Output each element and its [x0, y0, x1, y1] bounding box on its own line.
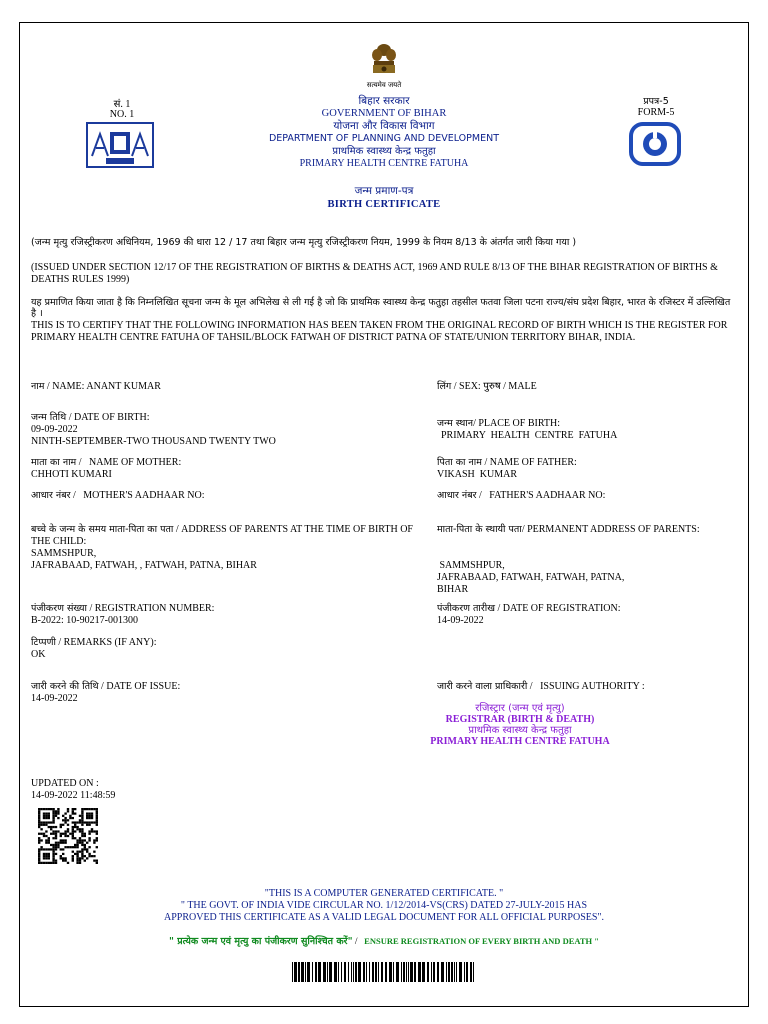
issued-under-hindi: (जन्म मृत्यु रजिस्ट्रीकरण अधिनियम, 1969 की धारा 12 / 17 तथा बिहार जन्म मृत्यु रजिस्ट्रीकरण नियम, 1999 के नियम 8/13 के अंतर्गत जारी किया गया ) — [31, 237, 577, 248]
certificate-border — [19, 22, 749, 1007]
pob-value: PRIMARY HEALTH CENTRE FATUHA — [441, 430, 618, 441]
address-perm-line2: JAFRABAAD, FATWAH, FATWAH, PATNA, — [437, 572, 625, 583]
national-emblem-icon — [364, 42, 404, 80]
slogan-sep: / — [352, 937, 360, 947]
reg-number-value: B-2022: 10-90217-001300 — [31, 615, 138, 626]
title-hindi: जन्म प्रमाण-पत्र — [354, 185, 414, 197]
remarks-row — [31, 637, 411, 649]
reg-number-hindi: पंजीकरण संख्या — [31, 603, 87, 614]
issued-under-english: (ISSUED UNDER SECTION 12/17 OF THE REGISTRATION OF BIRTHS & DEATHS ACT, 1969 AND RULE 8/13 OF THE BIHAR REGISTRATION OF BIRTHS & DEATHS RULES 1999) — [31, 262, 718, 285]
issue-date-label: / DATE OF ISSUE: — [98, 681, 181, 692]
qr-code-icon — [38, 808, 98, 864]
mother-aadhaar-label: / MOTHER'S AADHAAR NO: — [70, 490, 205, 501]
father-label: / NAME OF FATHER: — [481, 457, 577, 468]
office-hindi: प्राथमिक स्वास्थ्य केन्द्र फतुहा — [332, 146, 436, 157]
registrar-line4: PRIMARY HEALTH CENTRE FATUHA — [430, 736, 610, 747]
father-aadhaar-label: / FATHER'S AADHAAR NO: — [476, 490, 606, 501]
office-english: PRIMARY HEALTH CENTRE FATUHA — [299, 158, 469, 169]
state-english: GOVERNMENT OF BIHAR — [321, 108, 447, 119]
dept-hindi: योजना और विकास विभाग — [333, 120, 435, 132]
mother-value: CHHOTI KUMARI — [31, 469, 112, 480]
mother-hindi: माता का नाम — [31, 457, 77, 468]
footer-line3: APPROVED THIS CERTIFICATE AS A VALID LEGAL DOCUMENT FOR ALL OFFICIAL PURPOSES". — [163, 912, 605, 923]
authority-row — [437, 681, 737, 693]
pob-row — [437, 418, 737, 430]
pob-hindi: जन्म स्थान — [437, 418, 474, 429]
serial-english: NO. 1 — [109, 109, 135, 120]
mother-row — [31, 457, 411, 469]
address-perm-line3: BIHAR — [437, 584, 469, 595]
address-perm-line1: SAMMSHPUR, — [437, 560, 505, 571]
dob-value: 09-09-2022 — [31, 424, 78, 435]
address-birth-row — [31, 524, 431, 548]
reg-date-value: 14-09-2022 — [437, 615, 484, 626]
updated-value: 14-09-2022 11:48:59 — [31, 790, 116, 801]
remarks-hindi: टिप्पणी — [31, 637, 56, 648]
serial-hindi: सं. 1 — [113, 99, 131, 110]
barcode-icon — [292, 962, 476, 982]
reg-number-label: / REGISTRATION NUMBER: — [86, 603, 215, 614]
pob-label: / PLACE OF BIRTH: — [473, 418, 561, 429]
name-hindi: नाम — [31, 381, 45, 392]
sex-label: / SEX: पुरुष / MALE — [451, 381, 537, 392]
reg-date-label: / DATE OF REGISTRATION: — [494, 603, 621, 614]
crs-logo-icon — [628, 122, 682, 166]
reg-date-hindi: पंजीकरण तारीख — [437, 603, 495, 614]
father-value: VIKASH KUMAR — [437, 469, 518, 480]
dob-label: / DATE OF BIRTH: — [66, 412, 150, 423]
name-label: / NAME: ANANT KUMAR — [44, 381, 161, 392]
certify-hindi: यह प्रमाणित किया जाता है कि निम्नलिखित सूचना जन्म के मूल अभिलेख से ली गई है जो कि प्राथमिक स्वास्थ्य केन्द्र फतुहा तहसील फतवा जिला पटना राज्य/संघ प्रदेश बिहार, भारत के रजिस्टर में उल्लिखित है । — [31, 297, 731, 319]
dob-words: NINTH-SEPTEMBER-TWO THOUSAND TWENTY TWO — [31, 436, 276, 447]
address-birth-line2: JAFRABAAD, FATWAH, , FATWAH, PATNA, BIHAR — [31, 560, 257, 571]
address-perm-hindi: माता-पिता के स्थायी पता — [437, 524, 522, 535]
issue-date-row — [31, 681, 411, 693]
registrar-line2: REGISTRAR (BIRTH & DEATH) — [445, 714, 595, 725]
bihar-logo-icon — [86, 122, 154, 168]
registrar-line3: प्राथमिक स्वास्थ्य केन्द्र फतुहा — [468, 725, 572, 736]
mother-aadhaar-row — [31, 490, 411, 502]
issue-date-hindi: जारी करने की तिथि — [31, 681, 99, 692]
footer-line2: " THE GOVT. OF INDIA VIDE CIRCULAR NO. 1/12/2014-VS(CRS) DATED 27-JULY-2015 HAS — [180, 900, 588, 911]
address-perm-row — [437, 524, 717, 536]
address-perm-label: / PERMANENT ADDRESS OF PARENTS: — [521, 524, 700, 535]
father-aadhaar-hindi: आधार नंबर — [437, 490, 477, 501]
dob-row — [31, 412, 411, 424]
reg-date-row — [437, 603, 737, 615]
sex-row — [437, 381, 737, 393]
form-english: FORM-5 — [637, 107, 675, 118]
mother-aadhaar-hindi: आधार नंबर — [31, 490, 71, 501]
reg-number-row — [31, 603, 411, 615]
slogan-english: ENSURE REGISTRATION OF EVERY BIRTH AND DEATH " — [359, 936, 600, 946]
form-hindi: प्रपत्र-5 — [643, 96, 669, 107]
remarks-label: / REMARKS (IF ANY): — [55, 637, 157, 648]
remarks-value: OK — [31, 649, 46, 660]
authority-hindi: जारी करने वाला प्राधिकारी — [437, 681, 528, 692]
address-birth-line1: SAMMSHPUR, — [31, 548, 97, 559]
state-hindi: बिहार सरकार — [358, 95, 410, 107]
issue-date-value: 14-09-2022 — [31, 693, 78, 704]
certify-english: THIS IS TO CERTIFY THAT THE FOLLOWING INFORMATION HAS BEEN TAKEN FROM THE ORIGINAL RECORD OF BIRTH WHICH IS THE REGISTER FOR PRIMARY HEALTH CENTRE FATUHA OF TAHSIL/BLOCK FATWAH OF DISTRICT PATNA OF STATE/UNION TERRITORY BIHAR, INDIA. — [31, 320, 728, 343]
dept-english: DEPARTMENT OF PLANNING AND DEVELOPMENT — [268, 133, 499, 144]
mother-label: / NAME OF MOTHER: — [76, 457, 182, 468]
father-hindi: पिता का नाम — [437, 457, 482, 468]
name-row — [31, 381, 411, 393]
registrar-line1: रजिस्ट्रार (जन्म एवं मृत्यु) — [475, 703, 565, 714]
father-aadhaar-row — [437, 490, 737, 502]
authority-label: / ISSUING AUTHORITY : — [527, 681, 645, 692]
footer-line1: "THIS IS A COMPUTER GENERATED CERTIFICATE. " — [264, 888, 504, 899]
title-english: BIRTH CERTIFICATE — [327, 199, 441, 210]
father-row — [437, 457, 737, 469]
address-birth-label: / ADDRESS OF PARENTS AT THE TIME OF BIRTH OF THE CHILD: — [31, 524, 413, 547]
address-birth-hindi: बच्चे के जन्म के समय माता-पिता का पता — [31, 524, 174, 535]
dob-hindi: जन्म तिथि — [31, 412, 67, 423]
slogan-hindi: " प्रत्येक जन्म एवं मृत्यु का पंजीकरण सुनिश्चित करें" — [168, 936, 353, 947]
updated-label: UPDATED ON : — [31, 778, 99, 789]
slogan — [84, 936, 684, 947]
emblem-motto: सत्यमेव जयते — [366, 81, 402, 89]
sex-hindi: लिंग — [437, 381, 452, 392]
